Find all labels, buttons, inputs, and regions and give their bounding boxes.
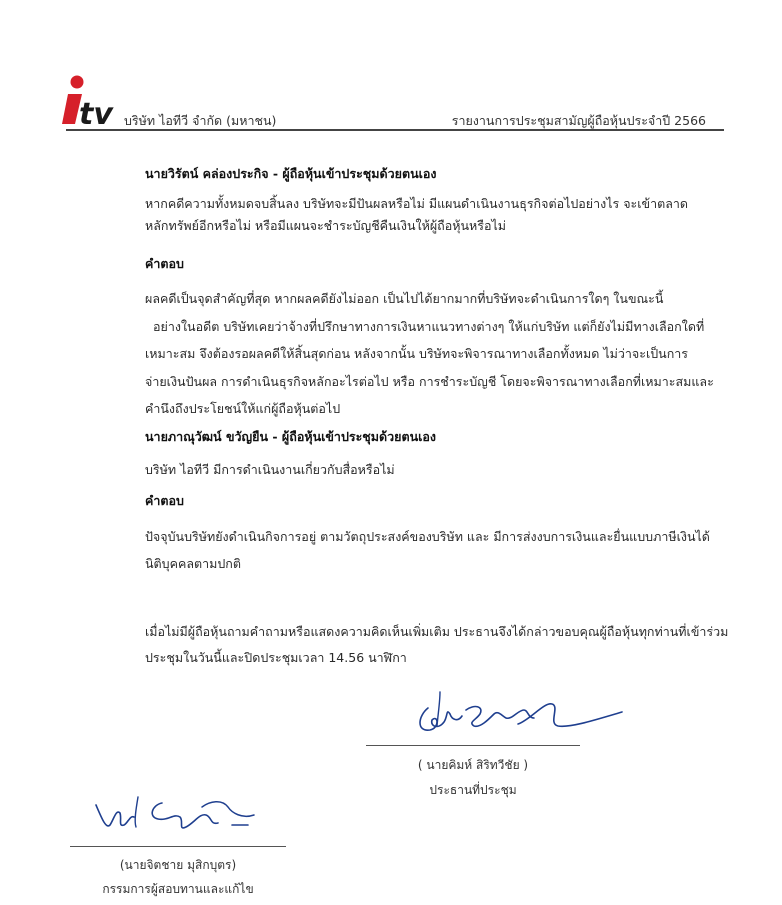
answer-1-line: คำนึงถึงประโยชน์ให้แก่ผู้ถือหุ้นต่อไป: [145, 401, 341, 416]
answer-1-line: อย่างในอดีต บริษัทเคยว่าจ้างที่ปรึกษาทางการเงินหาแนวทางต่างๆ ให้แก่บริษัท แต่ก็ยังไม่มีทางเลือกใดที่: [153, 318, 705, 334]
speaker-1: นายวิรัตน์ คล่องประกิจ - ผู้ถือหุ้นเข้าประชุมด้วยตนเอง: [145, 166, 437, 181]
question-1: [145, 193, 725, 237]
header-divider: [66, 129, 724, 131]
answer-2-line: นิติบุคคลตามปกติ: [145, 556, 241, 571]
report-title: รายงานการประชุมสามัญผู้ถือหุ้นประจำปี 2566: [451, 113, 706, 128]
speaker-2: นายภาณุวัฒน์ ขวัญยืน - ผู้ถือหุ้นเข้าประชุมด้วยตนเอง: [145, 429, 437, 444]
answer-1: [145, 285, 725, 423]
itv-logo: [62, 74, 122, 126]
answer-1-line: ผลคดีเป็นจุดสำคัญที่สุด หากผลคดียังไม่ออก เป็นไปได้ยากมากที่บริษัทจะดำเนินการใดๆ ในขณะนี้: [145, 291, 664, 306]
closing-paragraph: [145, 619, 729, 671]
answer-label-1: คำตอบ: [145, 256, 184, 271]
answer-1-line: จ่ายเงินปันผล การดำเนินธุรกิจหลักอะไรต่อไป หรือ การชำระบัญชี โดยจะพิจารณาทางเลือกที่เหมาะสมและ: [145, 373, 714, 389]
answer-label-2: คำตอบ: [145, 493, 184, 508]
chairman-signature: [410, 680, 625, 745]
reviewer-signature: [92, 785, 272, 845]
question-2-line: บริษัท ไอทีวี มีการดำเนินงานเกี่ยวกับสื่อหรือไม่: [145, 462, 395, 477]
company-name: บริษัท ไอทีวี จำกัด (มหาชน): [124, 113, 277, 128]
question-1-line: หากคดีความทั้งหมดจบสิ้นลง บริษัทจะมีปันผลหรือไม่ มีแผนดำเนินงานธุรกิจต่อไปอย่างไร จะเข้าตลาด: [145, 196, 689, 211]
chairman-name: ( นายคิมห์ สิริทวีชัย ): [417, 758, 529, 772]
question-2: [145, 459, 725, 481]
chairman-title: ประธานที่ประชุม: [429, 783, 517, 797]
reviewer-signature-line: [70, 846, 286, 847]
closing-line: เมื่อไม่มีผู้ถือหุ้นถามคำถามหรือแสดงความคิดเห็นเพิ่มเติม ประธานจึงได้กล่าวขอบคุณผู้ถือหุ้นทุกท่านที่เข้าร่วม: [145, 624, 729, 639]
answer-2-line: ปัจจุบันบริษัทยังดำเนินกิจการอยู่ ตามวัตถุประสงค์ของบริษัท และ มีการส่งงบการเงินและยื่นแบบภาษีเงินได้: [145, 529, 710, 544]
question-1-line: หลักทรัพย์อีกหรือไม่ หรือมีแผนจะชำระบัญชีคืนเงินให้ผู้ถือหุ้นหรือไม่: [145, 218, 507, 233]
answer-2: [145, 523, 725, 577]
logo-wordmark: tv: [79, 97, 113, 126]
reviewer-title: กรรมการผู้สอบทานและแก้ไข: [102, 882, 254, 896]
closing-line: ประชุมในวันนี้และปิดประชุมเวลา 14.56 นาฬิกา: [145, 650, 407, 665]
chairman-signature-line: [366, 745, 580, 746]
reviewer-name: (นายจิตชาย มุสิกบุตร): [119, 858, 237, 872]
answer-1-line: เหมาะสม จึงต้องรอผลคดีให้สิ้นสุดก่อน หลังจากนั้น บริษัทจะพิจารณาทางเลือกทั้งหมด ไม่ว่าจะเป็นการ: [145, 346, 689, 361]
